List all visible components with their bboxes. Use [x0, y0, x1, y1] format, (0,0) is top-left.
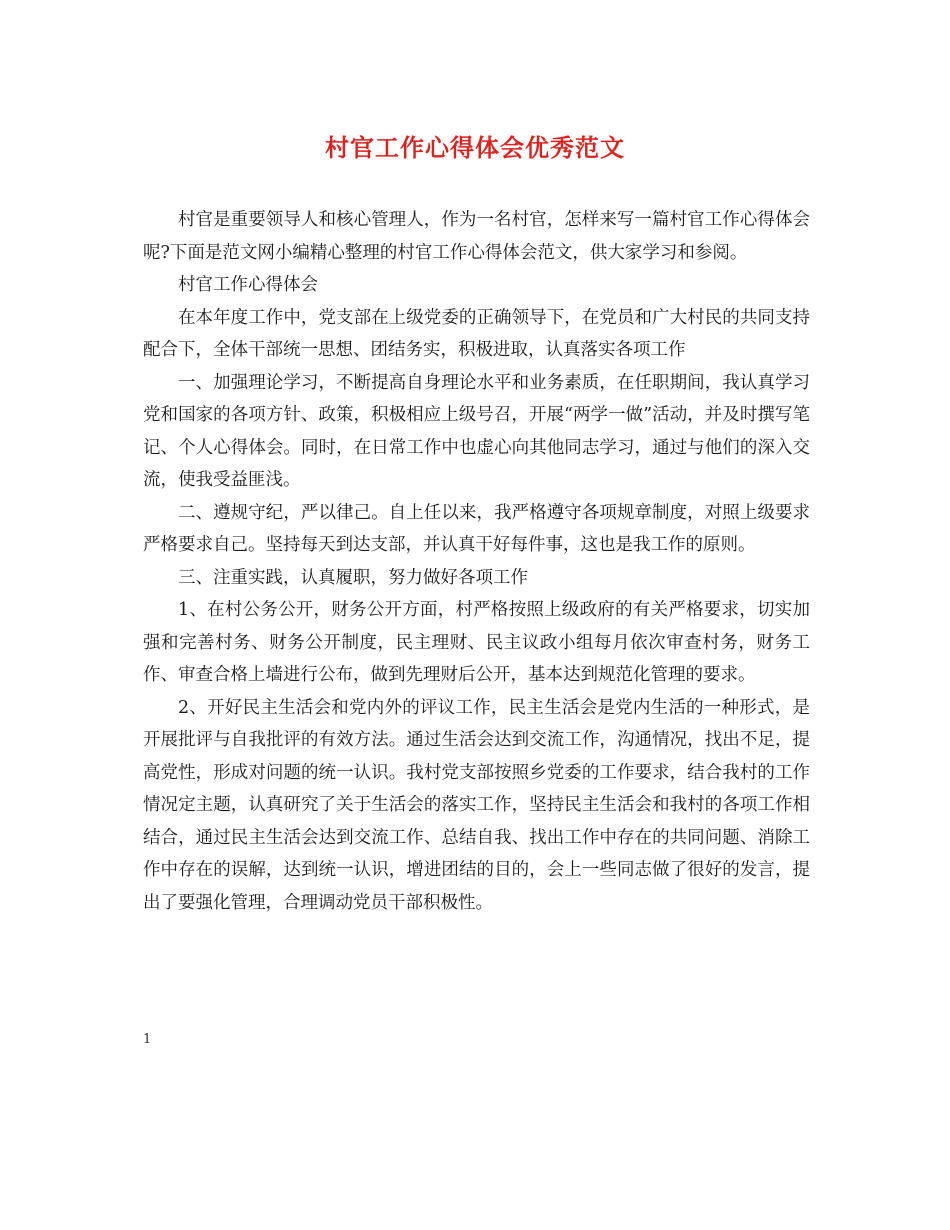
paragraph-intro: 村官是重要领导人和核心管理人，作为一名村官，怎样来写一篇村官工作心得体会呢?下面是范文网小编精心整理的村官工作心得体会范文，供大家学习和参阅。	[143, 210, 810, 263]
paragraph-subtitle: 村官工作心得体会	[178, 275, 318, 295]
page-number: 1	[143, 1032, 152, 1047]
document-body	[143, 204, 810, 919]
paragraph-section-3: 三、注重实践，认真履职，努力做好各项工作	[178, 567, 528, 588]
paragraph-section-1: 一、加强理论学习，不断提高自身理论水平和业务素质，在任职期间，我认真学习党和国家的各项方针、政策，积极相应上级号召，开展“两学一做”活动，并及时撰写笔记、个人心得体会。同时，在日常工作中也虚心向其他同志学习，通过与他们的深入交流，使我受益匪浅。	[143, 372, 810, 490]
paragraph-overview: 在本年度工作中，党支部在上级党委的正确领导下，在党员和广大村民的共同支持配合下，全体干部统一思想、团结务实，积极进取，认真落实各项工作	[143, 307, 810, 360]
paragraph-item-2: 2、开好民主生活会和党内外的评议工作，民主生活会是党内生活的一种形式，是开展批评与自我批评的有效方法。通过生活会达到交流工作，沟通情况，找出不足，提高党性，形成对问题的统一认识。我村党支部按照乡党委的工作要求，结合我村的工作情况定主题，认真研究了关于生活会的落实工作，坚持民主生活会和我村的各项工作相结合，通过民主生活会达到交流工作、总结自我、找出工作中存在的共同问题、消除工作中存在的误解，达到统一认识，增进团结的目的，会上一些同志做了很好的发言，提出了要强化管理，合理调动党员干部积极性。	[143, 697, 810, 913]
document-title: 村官工作心得体会优秀范文	[325, 133, 625, 162]
paragraph-item-1: 1、在村公务公开，财务公开方面，村严格按照上级政府的有关严格要求，切实加强和完善村务、财务公开制度，民主理财、民主议政小组每月依次审查村务，财务工作、审查合格上墙进行公布，做到先理财后公开，基本达到规范化管理的要求。	[143, 600, 810, 685]
paragraph-section-2: 二、遵规守纪，严以律己。自上任以来，我严格遵守各项规章制度，对照上级要求严格要求自己。坚持每天到达支部，并认真干好每件事，这也是我工作的原则。	[143, 502, 810, 555]
